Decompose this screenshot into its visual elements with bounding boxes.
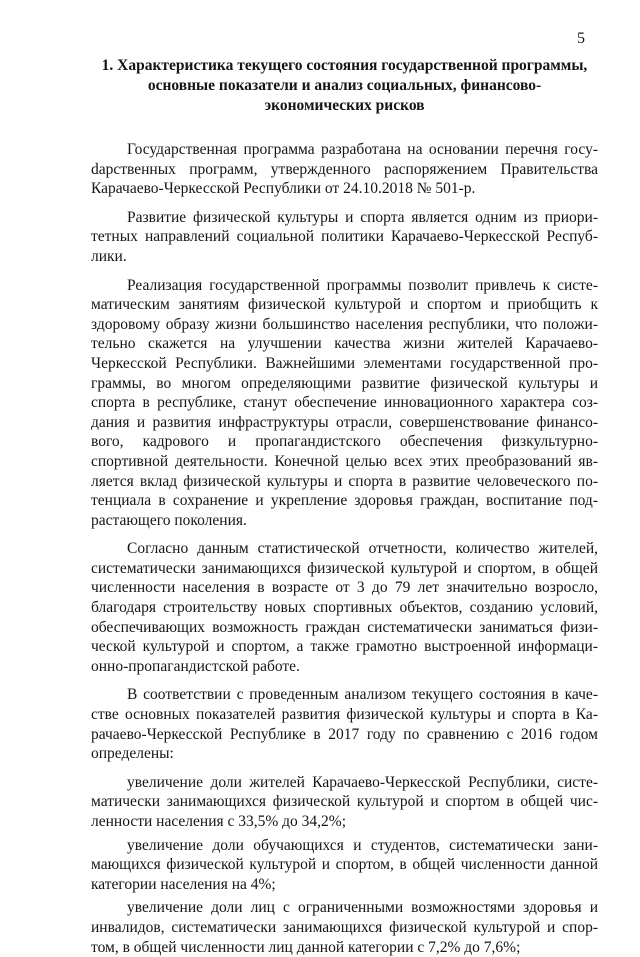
list-item: увеличение доли лиц с ограниченными возможностями здоровья и инвалидов, систематически занимающихся физической культурой и спортом, в общей численности лиц данной категории с 7,2% до 7,6%; [91,899,598,956]
list-item: увеличение доли обучающихся и студентов, систематически занимающихся физической культурой и спортом, в общей численности данной категории населения на 4%; [91,836,598,893]
list-item: увеличение доли жителей Карачаево-Черкесской Республики, систематически занимающихся физической культурой и спортом в общей численности населения с 33,5% до 34,2%; [91,773,598,830]
section-title: 1. Характеристика текущего состояния государственной программы, основные показатели и анализ социальных, финансово-экономических рисков [101,57,588,114]
paragraph-implementation: Реализация государственной программы позволит привлечь к систематическим занятиям физической культурой и спортом и приобщить к здоровому образу жизни большинство населения республики, что положительно скажется на улучшении качества жизни жителей Карачаево-Черкесской Республики. Важнейшими элементами государственной программы, во многом определяющими развитие физической культуры и спорта в республике, станут обеспечение инновационного характера создания и развития инфраструктуры отрасли, совершенствование финансового, кадрового и пропагандистского обеспечения физкультурно-спортивной деятельности. Конечной целью всех этих преобразований является вклад физической культуры и спорта в развитие человеческого потенциала в сохранение и укрепление здоровья граждан, воспитание подрастающего поколения. [91,276,598,529]
page-number: 5 [577,30,585,47]
paragraph-statistics: Согласно данным статистической отчетности, количество жителей, систематически занимающихся физической культурой и спортом, в общей численности населения в возрасте от 3 до 79 лет значительно возросло, благодаря строительству новых спортивных объектов, созданию условий, обеспечивающих возможность граждан систематически заниматься физической культурой и спортом, а также грамотно выстроенной информационно-пропагандистской работе. [91,540,598,675]
paragraph-priority: Развитие физической культуры и спорта является одним из приоритетных направлений социальной политики Карачаево-Черкесской Республики. [91,208,598,265]
document-body [91,140,598,957]
paragraph-indicators-intro: В соответствии с проведенным анализом текущего состояния в качестве основных показателей развития физической культуры и спорта в Карачаево-Черкесской Республике в 2017 году по сравнению с 2016 годом определены: [91,686,598,763]
paragraph-program-basis: Государственная программа разработана на основании перечня госуdарственных программ, утвержденного распоряжением Правительства Карачаево-Черкесской Республики от 24.10.2018 № 501-р. [91,141,598,198]
